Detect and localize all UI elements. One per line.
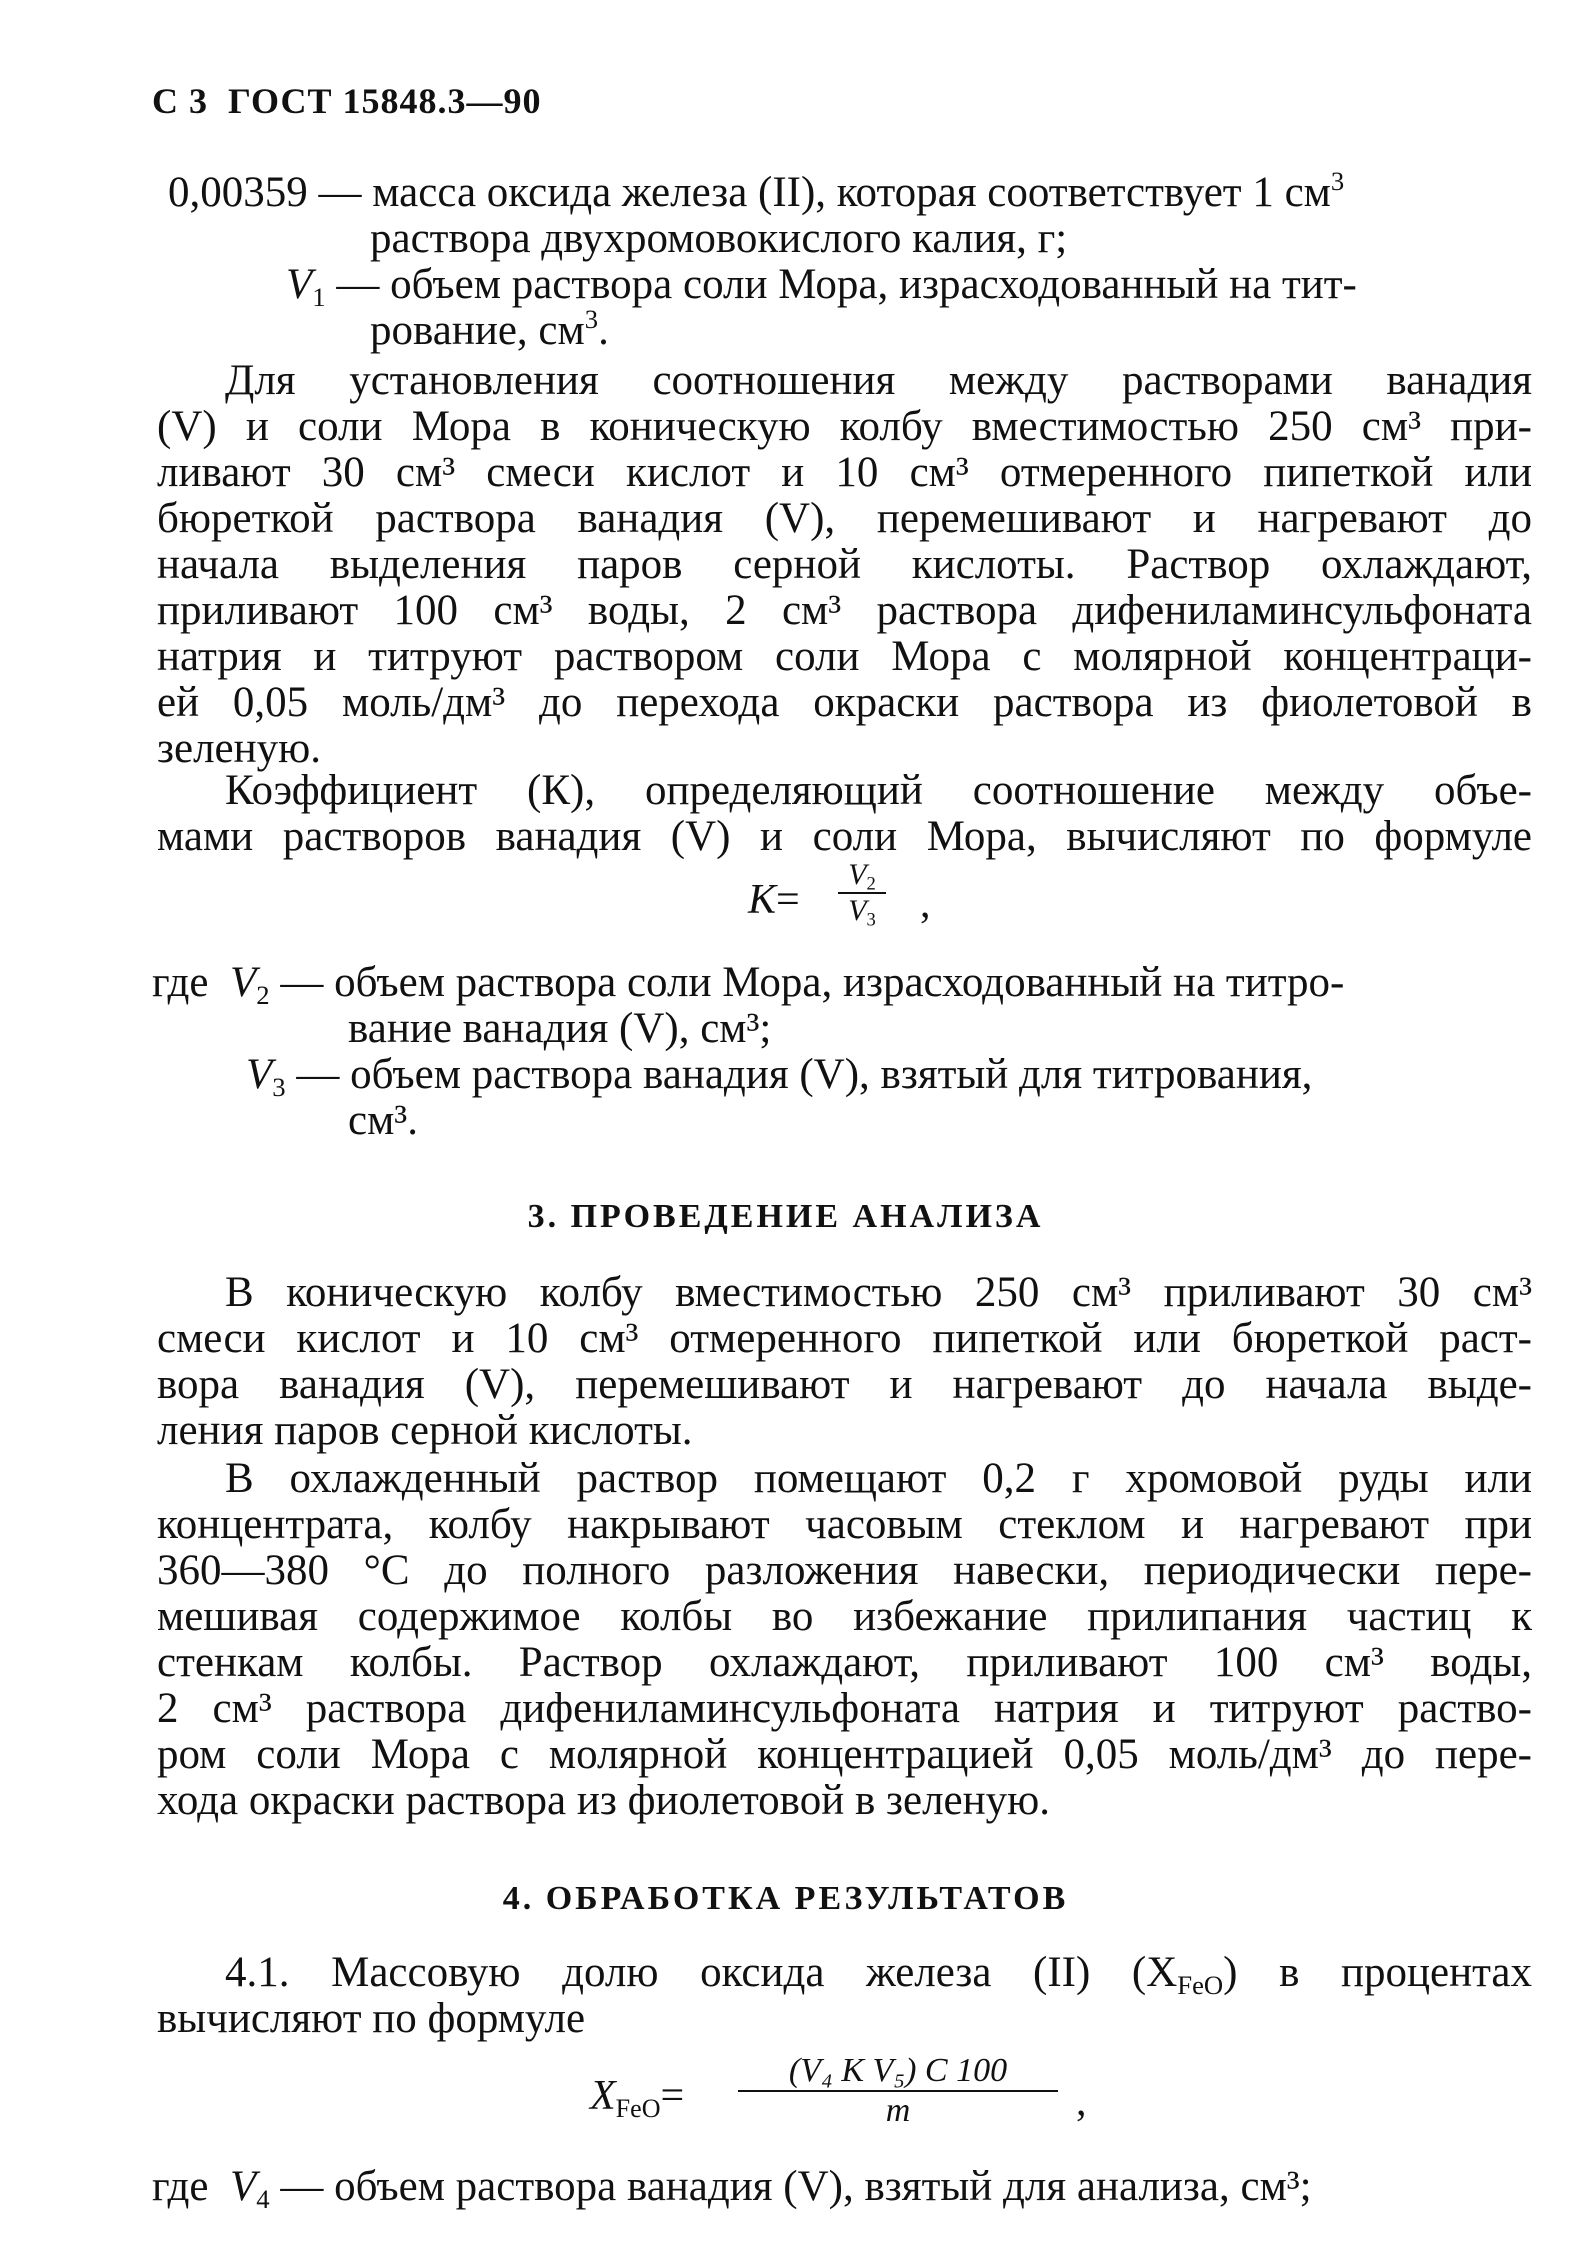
definition-v3: $V_3$ — объем раствора ванадия (V), взятый для титрования, xyxy=(246,1051,1313,1102)
formula-k-denominator: $V_3$ xyxy=(848,894,876,931)
section-3-paragraph-2: В охлажденный раствор помещают 0,2 г хромовой руды или концентрата, колбу накрывают часовым стеклом и нагревают при 360—380 °С до полного разложения навески, периодически пере- мешивая содержимое колбы во избежание прилипания частиц к стенкам колбы. Раствор охлаждают, приливают 100 см³ воды, 2 см³ раствора дифениламинсульфоната натрия и титруют раство- ром соли Мора с молярной концентрацией 0,05 моль/дм³ до пере- хода окраски раствора из фиолетовой в зеленую. xyxy=(157,1455,1532,1824)
section-3-title: 3. ПРОВЕДЕНИЕ АНАЛИЗА xyxy=(527,1198,1044,1235)
section-4-title: 4. ОБРАБОТКА РЕЗУЛЬТАТОВ xyxy=(502,1880,1069,1917)
section-4-paragraph-1: 4.1. Массовую долю оксида железа (II) $(X_{FeO})$ в процентах вычисляют по формуле xyxy=(157,1949,1532,2042)
definition-v2-cont: вание ванадия (V), см³; xyxy=(348,1005,772,1052)
formula-k-comma: , xyxy=(920,881,931,927)
page-header xyxy=(152,80,541,122)
formula-xfeo-numerator: (V₄ K V₅) C 100 xyxy=(788,2052,1008,2089)
definition-v2: где $V_2$ — объем раствора соли Мора, израсходованный на титро- xyxy=(152,959,1345,1010)
definition-v3-cont: см³. xyxy=(348,1097,418,1144)
formula-xfeo-comma: , xyxy=(1076,2079,1087,2125)
section-3-paragraph-1: В коническую колбу вместимостью 250 см³ приливают 30 см³ смеси кислот и 10 см³ отмеренного пипеткой или бюреткой раст- вора ванадия (V), перемешивают и нагревают до начала выде- ления паров серной кислоты. xyxy=(157,1269,1532,1454)
formula-xfeo-lhs: $X_{FeO}=$ xyxy=(590,2073,685,2123)
formula-k-numerator: $V_2$ xyxy=(848,858,876,895)
formula-k-lhs: K= xyxy=(748,877,800,923)
definition-v1: $V_1$ — объем раствора соли Мора, израсходованный на тит- xyxy=(286,261,1357,312)
page-label: С 3 xyxy=(152,81,208,121)
paragraph-ratio: Для установления соотношения между растворами ванадия (V) и соли Мора в коническую колбу вместимостью 250 см³ при- ливают 30 см³ смеси кислот и 10 см³ отмеренного пипеткой или бюреткой раствора ванадия (V), перемешивают и нагревают до начала выделения паров серной кислоты. Раствор охлаждают, приливают 100 см³ воды, 2 см³ раствора дифениламинсульфоната натрия и титруют раствором соли Мора с молярной концентраци- ей 0,05 моль/дм³ до перехода окраски раствора из фиолетовой в зеленую. xyxy=(157,357,1532,772)
formula-xfeo-fraction xyxy=(738,2052,1058,2130)
standard-number: ГОСТ 15848.3—90 xyxy=(228,81,542,121)
definition-v4: где $V_4$ — объем раствора ванадия (V), взятый для анализа, см³; xyxy=(152,2163,1312,2214)
definition-coefficient-cont: раствора двухромовокислого калия, г; xyxy=(370,215,1068,262)
definition-v1-cont: рование, $см^3$. xyxy=(370,304,609,354)
paragraph-coefficient: Коэффициент (К), определяющий соотношение между объе- мами растворов ванадия (V) и соли Мора, вычисляют по формуле xyxy=(157,767,1532,860)
definition-coefficient: 0,00359 — масса оксида железа (II), которая соответствует 1 $см^3$ xyxy=(168,166,1345,216)
formula-k-fraction xyxy=(838,858,886,931)
formula-xfeo-denominator: m xyxy=(885,2092,911,2129)
